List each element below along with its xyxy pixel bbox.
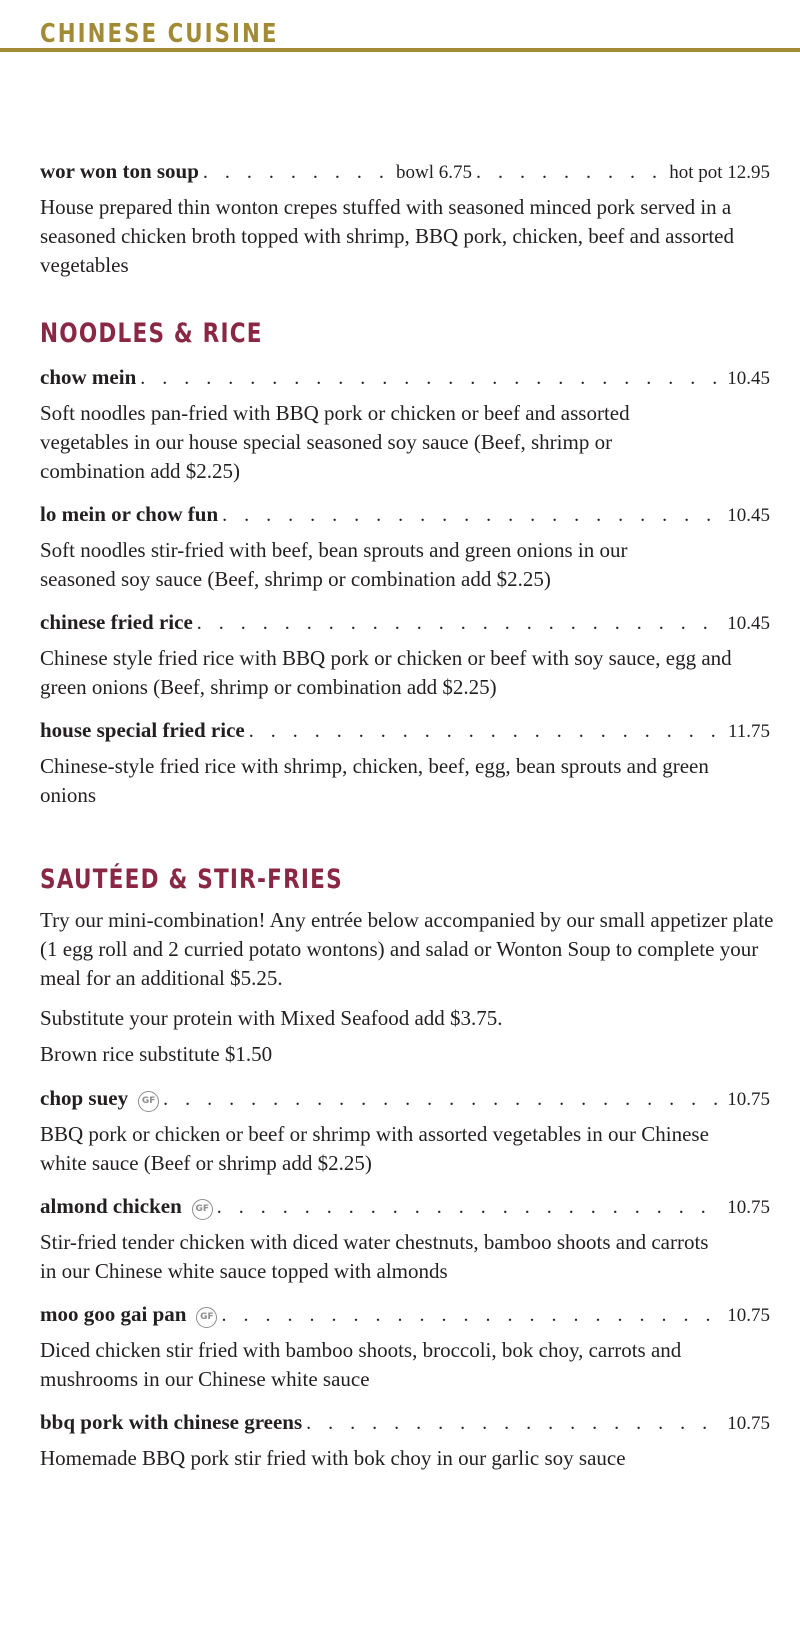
menu-item-line (40, 156, 770, 188)
menu-item-line (40, 1407, 770, 1439)
menu-item-price: 10.75 (727, 1197, 770, 1218)
menu-item-line (40, 1083, 770, 1115)
gluten-free-icon: GF (196, 1307, 217, 1328)
menu-item-name: chop suey (40, 1086, 129, 1110)
menu-item-line (40, 1191, 770, 1223)
section-title-sauteed-stir-fries: SAUTÉED & STIR-FRIES (40, 864, 343, 895)
gluten-free-icon: GF (192, 1199, 213, 1220)
menu-item-description: Chinese-style fried rice with shrimp, chicken, beef, egg, bean sprouts and green onions (40, 754, 709, 807)
dot-leader (217, 1192, 723, 1222)
menu-content (40, 156, 774, 1473)
dot-leader (203, 157, 392, 187)
page-header (0, 0, 800, 52)
menu-item-chinese-fried-rice (40, 607, 770, 702)
dot-leader (197, 608, 723, 638)
menu-item-name: chow mein (40, 365, 137, 389)
menu-item-name: bbq pork with chinese greens (40, 1410, 303, 1434)
menu-item-description: House prepared thin wonton crepes stuffed with seasoned minced pork served in a seasoned chicken broth topped with shrimp, BBQ pork, chicken, beef and assorted vegetables (40, 195, 734, 277)
menu-item-price: 10.45 (727, 505, 770, 526)
menu-item-line (40, 1299, 770, 1331)
menu-item-line (40, 607, 770, 639)
menu-item-description: Soft noodles pan-fried with BBQ pork or chicken or beef and assorted vegetables in our house special seasoned soy sauce (Beef, shrimp or combination add $2.25) (40, 401, 630, 483)
menu-item-bbq-pork-chinese-greens (40, 1407, 770, 1473)
menu-item-almond-chicken (40, 1191, 770, 1286)
dot-leader (221, 1300, 723, 1330)
dot-leader (140, 363, 723, 393)
menu-item-name: lo mein or chow fun (40, 502, 219, 526)
menu-item-line (40, 362, 770, 394)
dot-leader (163, 1084, 723, 1114)
menu-item-price: 10.75 (727, 1089, 770, 1110)
menu-item-price: 10.45 (727, 613, 770, 634)
menu-item-line (40, 499, 770, 531)
menu-item-name: almond chicken (40, 1194, 182, 1218)
menu-item-price: 10.45 (727, 368, 770, 389)
menu-item-wor-won-ton-soup (40, 156, 770, 280)
menu-item-name: wor won ton soup (40, 159, 199, 183)
menu-item-chop-suey (40, 1083, 770, 1178)
menu-item-house-special-fried-rice (40, 715, 770, 810)
menu-item-description: Stir-fried tender chicken with diced water chestnuts, bamboo shoots and carrots in our Chinese white sauce topped with almonds (40, 1230, 709, 1283)
dot-leader (249, 716, 724, 746)
menu-item-description: BBQ pork or chicken or beef or shrimp with assorted vegetables in our Chinese white sauce (Beef or shrimp add $2.25) (40, 1122, 709, 1175)
section-intro-brown-rice: Brown rice substitute $1.50 (40, 1042, 273, 1066)
menu-item-name: moo goo gai pan (40, 1302, 187, 1326)
menu-item-name: house special fried rice (40, 718, 245, 742)
menu-item-price: 10.75 (727, 1305, 770, 1326)
menu-item-chow-mein (40, 362, 770, 486)
gluten-free-icon: GF (138, 1091, 159, 1112)
section-title-noodles-rice: NOODLES & RICE (40, 318, 263, 349)
menu-item-description: Soft noodles stir-fried with beef, bean sprouts and green onions in our seasoned soy sauce (Beef, shrimp or combination add $2.25) (40, 538, 628, 591)
menu-item-moo-goo-gai-pan (40, 1299, 770, 1394)
section-intro-seafood: Substitute your protein with Mixed Seafood add $3.75. (40, 1006, 503, 1030)
dot-leader (222, 500, 723, 530)
dot-leader (306, 1408, 723, 1438)
page-title: CHINESE CUISINE (40, 19, 279, 49)
menu-item-price-bowl: bowl 6.75 (396, 162, 473, 183)
menu-item-line (40, 715, 770, 747)
menu-item-lo-mein (40, 499, 770, 594)
menu-item-price-hotpot: hot pot 12.95 (669, 162, 770, 183)
menu-item-name: chinese fried rice (40, 610, 193, 634)
menu-item-price: 10.75 (727, 1413, 770, 1434)
menu-item-description: Homemade BBQ pork stir fried with bok choy in our garlic soy sauce (40, 1446, 626, 1470)
section-intro-combination: Try our mini-combination! Any entrée below accompanied by our small appetizer plate (1 egg roll and 2 curried potato wontons) and salad or Wonton Soup to complete your meal for an additional $5.25. (40, 908, 774, 990)
menu-item-description: Diced chicken stir fried with bamboo shoots, broccoli, bok choy, carrots and mushrooms in our Chinese white sauce (40, 1338, 682, 1391)
menu-item-price: 11.75 (727, 721, 770, 742)
menu-item-description: Chinese style fried rice with BBQ pork or chicken or beef with soy sauce, egg and green onions (Beef, shrimp or combination add $2.25) (40, 646, 732, 699)
dot-leader (476, 157, 665, 187)
